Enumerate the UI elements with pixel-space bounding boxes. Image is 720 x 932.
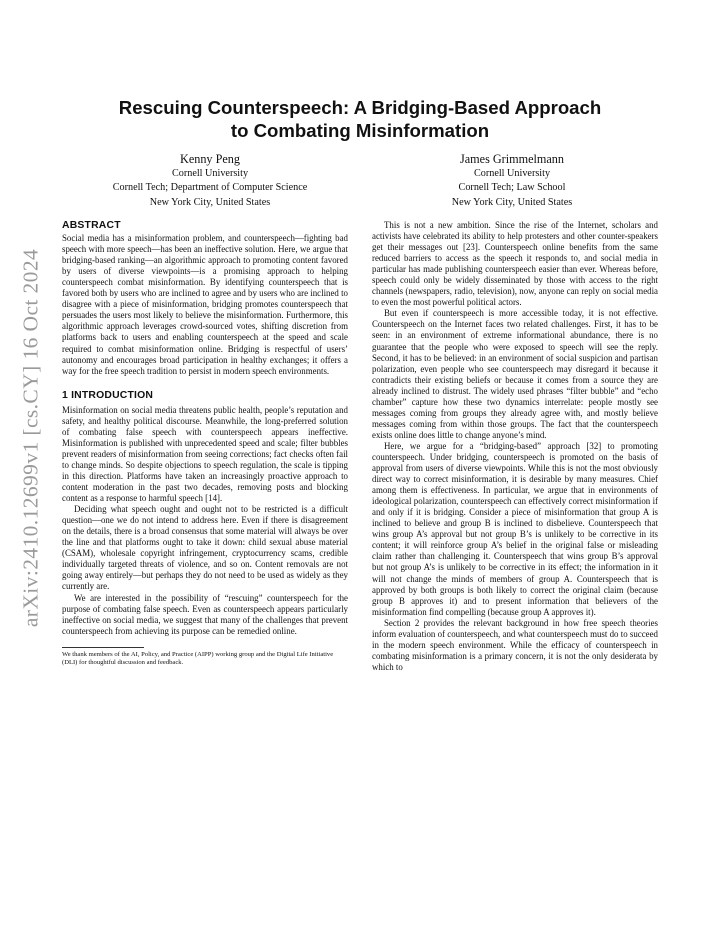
- abstract-text: Social media has a misinformation problem, and counterspeech—fighting bad speech with more speech—has been an ineffective solution. Here, we argue that bridging-based ranking—an algorithmic approach to promoting content favored by users of diverse viewpoints—is a promising approach to helping counterspeech combat misinformation. By identifying counterspeech that is favored both by users who are inclined to agree and by users who are inclined to disagree with a piece of misinformation, bridging promotes counterspeech that persuades the users most likely to believe the misinformation. Furthermore, this algorithmic approach leverages crowd-sourced votes, shifting discretion from platforms back to users and enabling counterspeech at the speed and scale required to combat misinformation online. Bridging is respectful of users’ autonomy and encourages broad participation in healthy exchanges; it offers a way for the free speech tradition to persist in modern speech environments.: [62, 233, 348, 376]
- arxiv-stamp-text: arXiv:2410.12699v1 [cs.CY] 16 Oct 2024: [18, 248, 43, 628]
- body-paragraph-4: Section 2 provides the relevant background in how free speech theories inform evaluation of counterspeech, and what counterspeech must do to succeed in the modern speech environment. While the efficacy of counterspeech in combating misinformation is a primary concern, it is not the only desiderata by which to: [372, 617, 658, 672]
- body-paragraph-3: Here, we argue for a “bridging-based” approach [32] to promoting counterspeech. Under bridging, counterspeech is promoted on the basis of approval from users of diverse viewpoints. While this is not the most obviously direct way to correct misinformation, it is desirable by many measures. Chief among them is effectiveness. In particular, we argue that in environments of ideological polarization, counterspeech can effectively correct misinformation if and only if it is bridging. Consider a piece of misinformation that group A is inclined to believe and group B is inclined to disbelieve. Counterspeech that wins group A’s approval but not group B’s is unlikely to be corrective in its content; it will reinforce group A’s belief in the original false or misleading claim rather than challenging it. Counterspeech that wins group B’s approval but not group A’s is unlikely to be corrective in its effect; the information in it will not change the minds of members of group A. Counterspeech that is approved by both groups is both likely to correct the original claim (because group B approves it) and to present information that believers of the misinformation find compelling (because group A approves it).: [372, 440, 658, 617]
- acknowledgement-footnote: We thank members of the AI, Policy, and Practice (AIPP) working group and the Digital Life Initiative (DLI) for thoughtful discussion and feedback.: [62, 650, 334, 666]
- author-block-1: [60, 152, 360, 210]
- footnote-rule: [62, 647, 144, 648]
- intro-paragraph-3: We are interested in the possibility of “rescuing” counterspeech for the purpose of combating false speech. Even as counterspeech appears particularly ineffective on social media, we suggest that many of the challenges that prevent counterspeech from achieving its purpose can be remedied online.: [62, 592, 348, 636]
- author-department: Cornell Tech; Law School: [458, 182, 566, 194]
- arxiv-stamp: [14, 248, 48, 628]
- introduction-heading: 1 INTRODUCTION: [62, 389, 154, 401]
- title-line-2: to Combating Misinformation: [230, 120, 490, 141]
- abstract-heading: ABSTRACT: [62, 220, 121, 231]
- author-name: James Grimmelmann: [460, 152, 564, 166]
- author-location: New York City, United States: [451, 196, 573, 208]
- body-paragraph-1: This is not a new ambition. Since the rise of the Internet, scholars and activists have celebrated its ability to help protesters and other counter-speakers get their messages out [23]. Counterspeech online benefits from the same reduced barriers to access as the speech it responds to, and social media in particular has made publishing counterspeech easier than ever. Whereas before, speech could only be widely disseminated by those with access to the right channels (newspapers, radio, television), now, anyone can reply on social media to even the most powerful political actors.: [372, 220, 658, 308]
- title-line-1: Rescuing Counterspeech: A Bridging-Based Approach: [118, 97, 602, 118]
- intro-paragraph-2: Deciding what speech ought and ought not to be restricted is a difficult question—one we do not intend to address here. Even if there is disagreement on the details, there is a broad consensus that some material will always be over the line and that platforms ought to take it down: child sexual abuse material (CSAM), wholesale copyright infringement, cryptocurrency scams, credible individually targeted threats of violence, and so on. Content removals are not going away entirely—but perhaps they do not need to be used as widely as they currently are.: [62, 504, 348, 592]
- left-column: [62, 220, 348, 667]
- right-column: [372, 220, 658, 673]
- author-location: New York City, United States: [149, 196, 271, 208]
- paper-title: [60, 96, 660, 142]
- author-name: Kenny Peng: [180, 152, 240, 166]
- author-affiliation: Cornell University: [171, 168, 249, 179]
- body-paragraph-2: But even if counterspeech is more accessible today, it is not effective. Counterspeech on the Internet faces two related challenges. First, it has to be seen: in an environment of extreme informational abundance, there is no guarantee that the people who were exposed to speech will see the reply. Second, it has to be believed: in an environment of social suspicion and partisan polarization, even people who see counterspeech may disregard it because it contradicts their existing beliefs or because it comes from a source they are already inclined to distrust. The widely used phrases “filter bubble” and “echo chamber” capture how these two dynamics interrelate: people mostly see messages coming from groups they already agree with, and mostly believe messages coming from within those groups. The fact that the counterspeech exists online does little to change anyone’s mind.: [372, 308, 658, 440]
- author-block-2: [362, 152, 662, 210]
- author-affiliation: Cornell University: [473, 168, 551, 179]
- author-department: Cornell Tech; Department of Computer Science: [112, 182, 308, 194]
- intro-paragraph-1: Misinformation on social media threatens public health, people’s reputation and safety, and healthy political discourse. Meanwhile, the long-preferred solution of combating false speech with counterspeech appears ineffective. Misinformation is published with unprecedented speed and scale; filter bubbles prevent readers of misinformation from seeing corrections; fact checks often fail to change minds. So despite objections to speech regulation, the scale is tipping in this direction. Platforms have taken an increasingly proactive approach to content moderation in the past two decades, removing posts and blocking content as a response to harmful speech [14].: [62, 404, 348, 504]
